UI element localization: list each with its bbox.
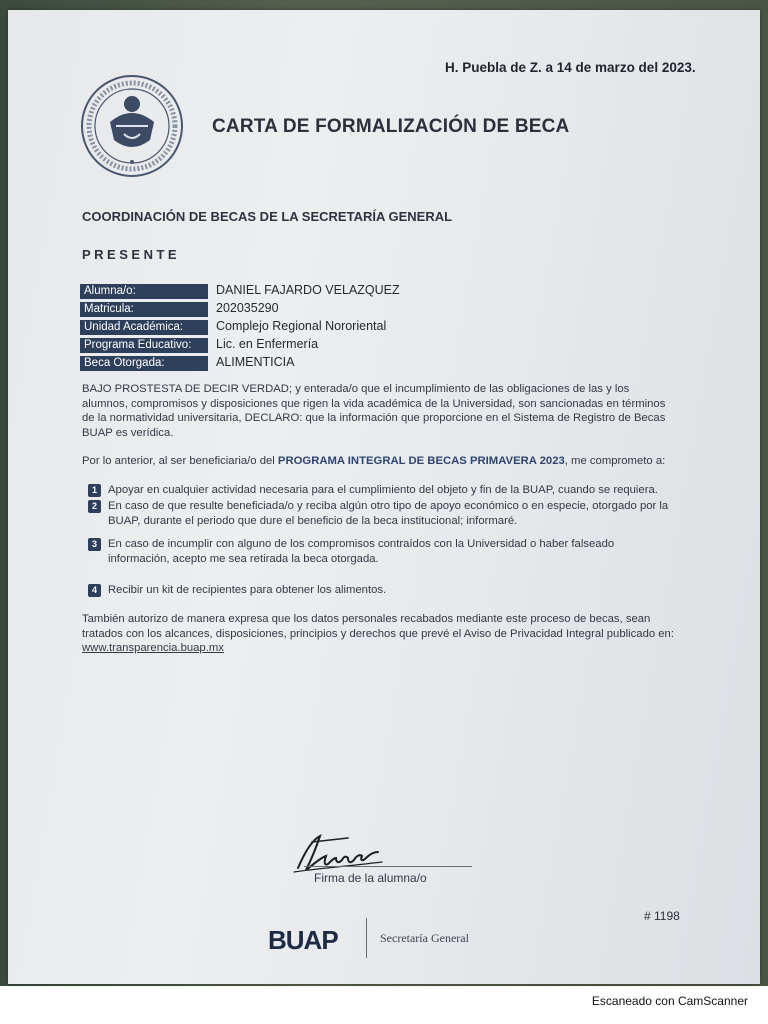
buap-logo: BUAP: [268, 925, 338, 955]
recipient-heading: COORDINACIÓN DE BECAS DE LA SECRETARÍA GENERAL: [82, 209, 453, 224]
document-date: H. Puebla de Z. a 14 de marzo del 2023.: [445, 60, 696, 75]
document-page: [8, 10, 760, 984]
declaration-paragraph: BAJO PROSTESTA DE DECIR VERDAD; y enterada/o que el incumplimiento de las obligaciones de las y los alumnos, compromisos y disposiciones que rigen la vida académica de la Universidad, son sancionadas en términos de la normatividad universitaria, DECLARO: que la información que proporcione en el Sistema de Registro de Becas BUAP es verídica.: [82, 383, 666, 439]
signature-line: [304, 866, 472, 867]
privacy-text: También autorizo de manera expresa que los datos personales recabados mediante este proceso de becas, sean tratados con los alcances, disposiciones, principios y derechos que prevé el Aviso de Privacidad Integral publicado en:: [82, 613, 674, 640]
privacy-link[interactable]: www.transparencia.buap.mx: [82, 642, 224, 655]
field-label-scholarship: Beca Otorgada:: [80, 356, 208, 371]
field-value-matricula: 202035290: [216, 301, 279, 315]
field-label-program: Programa Educativo:: [80, 338, 208, 353]
salutation: PRESENTE: [82, 247, 181, 262]
field-label-student: Alumna/o:: [80, 284, 208, 299]
field-label-matricula: Matricula:: [80, 302, 208, 317]
university-seal-icon: [80, 74, 184, 178]
commitment-item: [88, 583, 674, 598]
field-label-unit: Unidad Académica:: [80, 320, 208, 335]
item-text: Recibir un kit de recipientes para obtener los alimentos.: [108, 584, 387, 596]
commitment-intro: Por lo anterior, al ser beneficiaria/o del: [82, 455, 275, 467]
folio-number: # 1198: [644, 909, 680, 923]
commitment-item: [88, 537, 674, 566]
privacy-paragraph: [82, 612, 682, 656]
commitment-end: , me comprometo a:: [564, 455, 666, 467]
page-title: CARTA DE FORMALIZACIÓN DE BECA: [212, 116, 570, 137]
scanner-watermark: Escaneado con CamScanner: [591, 994, 748, 1008]
field-value-student: DANIEL FAJARDO VELAZQUEZ: [216, 283, 400, 297]
commitment-paragraph: [82, 454, 682, 469]
commitment-item: [88, 483, 674, 498]
signature-label: Firma de la alumna/o: [314, 871, 427, 885]
field-value-scholarship: ALIMENTICIA: [216, 355, 295, 369]
commitment-item: [88, 499, 674, 528]
footer-divider: [366, 918, 367, 958]
item-text: En caso de incumplir con alguno de los compromisos contraídos con la Universidad o haber falseado información, acepto me sea retirada la beca otorgada.: [108, 538, 615, 565]
item-text: En caso de que resulte beneficiada/o y reciba algún otro tipo de apoyo económico o en especie, otorgado por la BUAP, durante el periodo que dure el beneficio de la beca institucional; informaré.: [108, 500, 669, 527]
footer-department: Secretaría General: [380, 931, 469, 945]
item-number-badge: 1: [88, 484, 101, 497]
item-number-badge: 2: [88, 500, 101, 513]
field-value-unit: Complejo Regional Nororiental: [216, 319, 387, 333]
program-name: PROGRAMA INTEGRAL DE BECAS PRIMAVERA 2023: [277, 455, 565, 467]
item-number-badge: 4: [88, 584, 101, 597]
item-number-badge: 3: [88, 538, 101, 551]
field-value-program: Lic. en Enfermería: [216, 337, 319, 351]
item-text: Apoyar en cualquier actividad necesaria para el cumplimiento del objeto y fin de la BUAP, cuando se requiera.: [108, 484, 658, 496]
